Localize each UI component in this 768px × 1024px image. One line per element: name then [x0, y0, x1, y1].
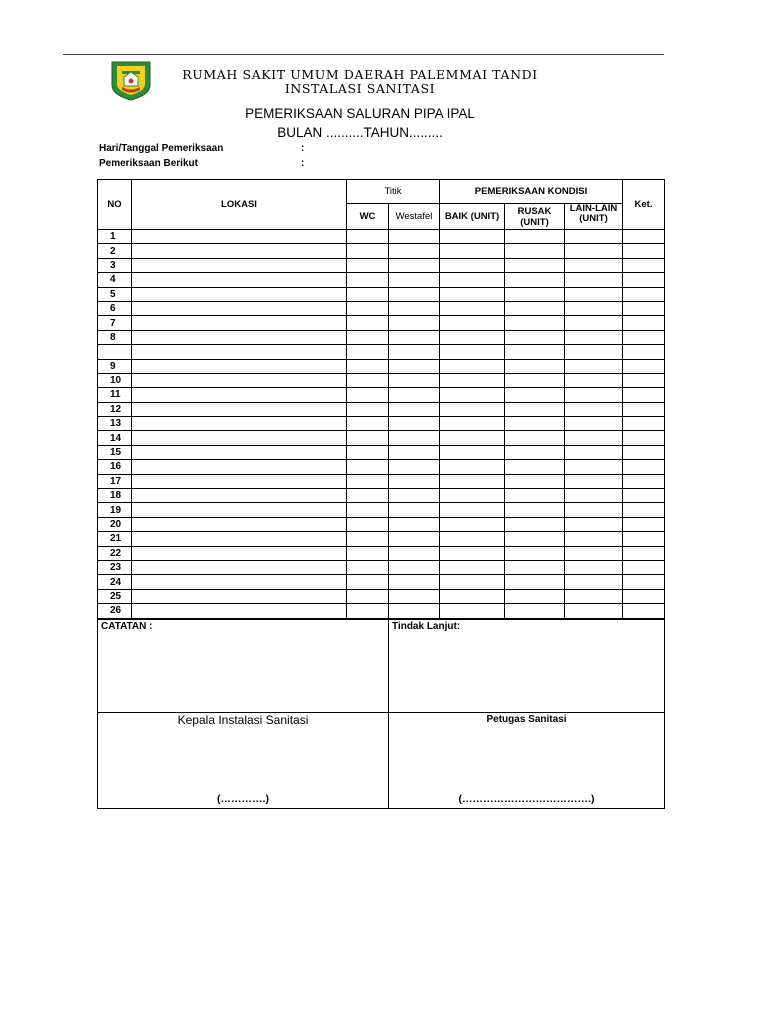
table-cell[interactable]	[389, 258, 440, 272]
table-cell[interactable]	[440, 546, 505, 560]
table-cell[interactable]	[505, 589, 565, 603]
table-cell[interactable]	[132, 244, 347, 258]
table-cell[interactable]	[440, 474, 505, 488]
table-cell[interactable]	[132, 431, 347, 445]
table-cell[interactable]	[347, 560, 389, 574]
table-cell[interactable]	[347, 345, 389, 359]
table-cell[interactable]	[565, 345, 623, 359]
table-row	[98, 445, 665, 459]
table-cell[interactable]	[440, 445, 505, 459]
table-cell[interactable]	[565, 417, 623, 431]
table-cell[interactable]	[623, 244, 665, 258]
row-number: 3	[98, 258, 132, 272]
table-cell[interactable]	[389, 316, 440, 330]
follow-up-label: Tindak Lanjut:	[392, 621, 461, 632]
table-cell[interactable]	[347, 330, 389, 344]
top-divider	[63, 54, 664, 55]
table-cell[interactable]	[440, 532, 505, 546]
table-cell[interactable]	[440, 604, 505, 618]
table-cell[interactable]	[389, 489, 440, 503]
table-cell[interactable]	[440, 244, 505, 258]
table-row	[98, 402, 665, 416]
table-cell[interactable]	[347, 301, 389, 315]
table-cell[interactable]	[565, 474, 623, 488]
table-cell[interactable]	[347, 575, 389, 589]
table-cell[interactable]	[132, 604, 347, 618]
table-cell[interactable]	[132, 359, 347, 373]
table-cell[interactable]	[505, 316, 565, 330]
table-cell[interactable]	[389, 503, 440, 517]
table-cell[interactable]	[440, 258, 505, 272]
table-cell[interactable]	[623, 359, 665, 373]
table-cell[interactable]	[440, 316, 505, 330]
table-row	[98, 359, 665, 373]
table-cell[interactable]	[565, 230, 623, 244]
header-wc: WC	[347, 204, 389, 230]
table-cell[interactable]	[132, 330, 347, 344]
inspection-date-row	[99, 143, 305, 154]
table-cell[interactable]	[132, 489, 347, 503]
table-cell[interactable]	[565, 517, 623, 531]
table-cell[interactable]	[347, 489, 389, 503]
table-cell[interactable]	[389, 417, 440, 431]
table-cell[interactable]	[565, 575, 623, 589]
table-cell[interactable]	[347, 244, 389, 258]
hospital-name: RUMAH SAKIT UMUM DAERAH PALEMMAI TANDI	[182, 67, 538, 82]
table-cell[interactable]	[132, 301, 347, 315]
table-cell[interactable]	[347, 431, 389, 445]
table-cell[interactable]	[347, 388, 389, 402]
table-row	[98, 489, 665, 503]
table-cell[interactable]	[565, 503, 623, 517]
table-cell[interactable]	[440, 230, 505, 244]
inspection-date-colon: :	[301, 143, 305, 154]
table-cell[interactable]	[440, 359, 505, 373]
table-cell[interactable]	[132, 474, 347, 488]
header-titik: Titik	[347, 180, 440, 204]
table-cell[interactable]	[623, 503, 665, 517]
table-cell[interactable]	[347, 546, 389, 560]
table-row	[98, 301, 665, 315]
table-cell[interactable]	[132, 388, 347, 402]
table-cell[interactable]	[440, 575, 505, 589]
hospital-header	[160, 68, 560, 96]
table-cell[interactable]	[389, 474, 440, 488]
table-cell[interactable]	[623, 287, 665, 301]
row-number: 26	[98, 604, 132, 618]
row-number: 25	[98, 589, 132, 603]
table-cell[interactable]	[505, 373, 565, 387]
header-kondisi: PEMERIKSAAN KONDISI	[440, 180, 623, 204]
row-number: 22	[98, 546, 132, 560]
table-cell[interactable]	[132, 258, 347, 272]
table-cell[interactable]	[389, 589, 440, 603]
table-cell[interactable]	[132, 273, 347, 287]
row-number: 4	[98, 273, 132, 287]
table-cell[interactable]	[623, 431, 665, 445]
table-cell[interactable]	[623, 460, 665, 474]
table-cell[interactable]	[389, 402, 440, 416]
table-cell[interactable]	[505, 230, 565, 244]
table-row	[98, 230, 665, 244]
table-cell[interactable]	[440, 431, 505, 445]
table-cell[interactable]	[565, 402, 623, 416]
table-cell[interactable]	[565, 244, 623, 258]
table-cell[interactable]	[623, 345, 665, 359]
form-title-block	[160, 104, 560, 142]
table-cell[interactable]	[440, 460, 505, 474]
table-row	[98, 604, 665, 618]
table-row	[98, 431, 665, 445]
table-cell[interactable]	[623, 301, 665, 315]
table-cell[interactable]	[347, 445, 389, 459]
row-number: 19	[98, 503, 132, 517]
table-cell[interactable]	[565, 546, 623, 560]
form-title: PEMERIKSAAN SALURAN PIPA IPAL	[245, 106, 475, 121]
table-row	[98, 287, 665, 301]
table-cell[interactable]	[565, 330, 623, 344]
row-number: 1	[98, 230, 132, 244]
table-cell[interactable]	[347, 589, 389, 603]
table-cell[interactable]	[565, 532, 623, 546]
table-cell[interactable]	[389, 460, 440, 474]
table-cell[interactable]	[505, 244, 565, 258]
table-cell[interactable]	[505, 474, 565, 488]
table-cell[interactable]	[440, 503, 505, 517]
table-row	[98, 330, 665, 344]
table-cell[interactable]	[389, 388, 440, 402]
row-number: 11	[98, 388, 132, 402]
table-cell[interactable]	[505, 388, 565, 402]
table-cell[interactable]	[505, 345, 565, 359]
follow-up-cell[interactable]	[389, 620, 665, 713]
table-row	[98, 345, 665, 359]
table-cell[interactable]	[132, 575, 347, 589]
table-cell[interactable]	[505, 301, 565, 315]
table-cell[interactable]	[565, 589, 623, 603]
table-cell[interactable]	[132, 460, 347, 474]
row-number: 10	[98, 373, 132, 387]
head-signature-line: (………….)	[217, 793, 269, 805]
header-rusak: RUSAK (UNIT)	[505, 204, 565, 230]
next-inspection-label: Pemeriksaan Berikut	[99, 158, 198, 169]
table-row	[98, 316, 665, 330]
row-number: 15	[98, 445, 132, 459]
row-number: 14	[98, 431, 132, 445]
table-row	[98, 503, 665, 517]
table-cell[interactable]	[389, 345, 440, 359]
table-row	[98, 388, 665, 402]
row-number	[98, 345, 132, 359]
notes-label: CATATAN :	[101, 621, 153, 632]
table-cell[interactable]	[505, 287, 565, 301]
table-cell[interactable]	[440, 345, 505, 359]
table-cell[interactable]	[623, 546, 665, 560]
row-number: 13	[98, 417, 132, 431]
table-cell[interactable]	[505, 560, 565, 574]
table-row	[98, 258, 665, 272]
table-cell[interactable]	[347, 532, 389, 546]
table-cell[interactable]	[623, 445, 665, 459]
table-cell[interactable]	[440, 330, 505, 344]
row-number: 20	[98, 517, 132, 531]
table-cell[interactable]	[505, 575, 565, 589]
table-cell[interactable]	[505, 489, 565, 503]
row-number: 23	[98, 560, 132, 574]
table-cell[interactable]	[132, 287, 347, 301]
table-cell[interactable]	[440, 287, 505, 301]
table-cell[interactable]	[347, 402, 389, 416]
next-inspection-colon: :	[301, 158, 305, 169]
table-cell[interactable]	[623, 474, 665, 488]
table-cell[interactable]	[132, 445, 347, 459]
table-cell[interactable]	[389, 560, 440, 574]
table-cell[interactable]	[389, 517, 440, 531]
officer-role-label: Petugas Sanitasi	[486, 714, 567, 725]
table-cell[interactable]	[565, 316, 623, 330]
inspection-table	[97, 179, 665, 619]
table-cell[interactable]	[565, 445, 623, 459]
table-row	[98, 460, 665, 474]
table-cell[interactable]	[565, 373, 623, 387]
table-cell[interactable]	[565, 273, 623, 287]
head-signature-cell[interactable]	[98, 713, 389, 809]
table-cell[interactable]	[347, 373, 389, 387]
row-number: 2	[98, 244, 132, 258]
table-cell[interactable]	[389, 273, 440, 287]
table-cell[interactable]	[505, 417, 565, 431]
table-cell[interactable]	[505, 460, 565, 474]
table-cell[interactable]	[389, 330, 440, 344]
table-cell[interactable]	[505, 330, 565, 344]
table-cell[interactable]	[440, 489, 505, 503]
row-number: 6	[98, 301, 132, 315]
table-cell[interactable]	[132, 517, 347, 531]
table-cell[interactable]	[132, 316, 347, 330]
table-row	[98, 589, 665, 603]
header-no: NO	[98, 180, 132, 230]
table-cell[interactable]	[565, 287, 623, 301]
header-westafel: Westafel	[389, 204, 440, 230]
row-number: 12	[98, 402, 132, 416]
table-cell[interactable]	[623, 604, 665, 618]
table-cell[interactable]	[132, 503, 347, 517]
table-row	[98, 575, 665, 589]
table-cell[interactable]	[132, 560, 347, 574]
table-cell[interactable]	[565, 301, 623, 315]
table-cell[interactable]	[565, 489, 623, 503]
head-role-label: Kepala Instalasi Sanitasi	[177, 713, 309, 727]
unit-name: INSTALASI SANITASI	[284, 81, 436, 96]
row-number: 9	[98, 359, 132, 373]
table-cell[interactable]	[505, 359, 565, 373]
table-cell[interactable]	[623, 575, 665, 589]
table-cell[interactable]	[132, 230, 347, 244]
table-cell[interactable]	[347, 230, 389, 244]
table-cell[interactable]	[440, 402, 505, 416]
table-cell[interactable]	[132, 345, 347, 359]
header-ket: Ket.	[623, 180, 665, 230]
table-cell[interactable]	[132, 417, 347, 431]
table-cell[interactable]	[389, 373, 440, 387]
row-number: 7	[98, 316, 132, 330]
table-cell[interactable]	[389, 604, 440, 618]
table-cell[interactable]	[505, 431, 565, 445]
table-cell[interactable]	[389, 287, 440, 301]
table-cell[interactable]	[623, 273, 665, 287]
row-number: 21	[98, 532, 132, 546]
table-cell[interactable]	[347, 273, 389, 287]
header-lain: LAIN-LAIN (UNIT)	[565, 204, 623, 230]
table-cell[interactable]	[347, 287, 389, 301]
table-cell[interactable]	[623, 330, 665, 344]
table-cell[interactable]	[565, 359, 623, 373]
table-cell[interactable]	[347, 503, 389, 517]
table-cell[interactable]	[389, 301, 440, 315]
table-cell[interactable]	[440, 560, 505, 574]
table-cell[interactable]	[389, 230, 440, 244]
table-cell[interactable]	[440, 589, 505, 603]
table-cell[interactable]	[505, 517, 565, 531]
inspection-date-label: Hari/Tanggal Pemeriksaan	[99, 143, 224, 154]
table-row	[98, 560, 665, 574]
table-cell[interactable]	[505, 445, 565, 459]
table-cell[interactable]	[389, 445, 440, 459]
table-cell[interactable]	[565, 258, 623, 272]
row-number: 8	[98, 330, 132, 344]
table-cell[interactable]	[440, 517, 505, 531]
period-line: BULAN ..........TAHUN.........	[277, 125, 443, 140]
table-row	[98, 244, 665, 258]
table-row	[98, 532, 665, 546]
table-body	[98, 230, 665, 619]
table-cell[interactable]	[389, 244, 440, 258]
row-number: 16	[98, 460, 132, 474]
table-cell[interactable]	[132, 373, 347, 387]
notes-cell[interactable]	[98, 620, 389, 713]
table-cell[interactable]	[565, 604, 623, 618]
row-number: 18	[98, 489, 132, 503]
table-row	[98, 273, 665, 287]
table-cell[interactable]	[623, 489, 665, 503]
table-cell[interactable]	[347, 517, 389, 531]
table-cell[interactable]	[505, 258, 565, 272]
table-cell[interactable]	[132, 532, 347, 546]
table-cell[interactable]	[505, 273, 565, 287]
table-cell[interactable]	[565, 431, 623, 445]
table-cell[interactable]	[440, 417, 505, 431]
table-cell[interactable]	[623, 517, 665, 531]
table-cell[interactable]	[623, 230, 665, 244]
table-row	[98, 474, 665, 488]
table-row	[98, 373, 665, 387]
header-lokasi: LOKASI	[132, 180, 347, 230]
table-row	[98, 417, 665, 431]
table-cell[interactable]	[132, 402, 347, 416]
table-cell[interactable]	[623, 589, 665, 603]
table-cell[interactable]	[389, 546, 440, 560]
officer-signature-line: (……………………………….)	[458, 793, 595, 805]
table-cell[interactable]	[347, 474, 389, 488]
table-cell[interactable]	[505, 546, 565, 560]
table-cell[interactable]	[623, 402, 665, 416]
table-cell[interactable]	[623, 532, 665, 546]
table-cell[interactable]	[623, 417, 665, 431]
officer-signature-cell[interactable]	[389, 713, 665, 809]
table-row	[98, 546, 665, 560]
table-cell[interactable]	[389, 359, 440, 373]
table-cell[interactable]	[347, 316, 389, 330]
table-cell[interactable]	[505, 604, 565, 618]
table-cell[interactable]	[623, 373, 665, 387]
table-cell[interactable]	[347, 359, 389, 373]
table-cell[interactable]	[623, 258, 665, 272]
table-cell[interactable]	[132, 546, 347, 560]
table-cell[interactable]	[389, 575, 440, 589]
regency-crest-icon	[106, 59, 156, 101]
table-cell[interactable]	[505, 402, 565, 416]
table-cell[interactable]	[623, 560, 665, 574]
table-cell[interactable]	[505, 503, 565, 517]
table-cell[interactable]	[565, 560, 623, 574]
table-cell[interactable]	[440, 273, 505, 287]
row-number: 17	[98, 474, 132, 488]
header-baik: BAIK (UNIT)	[440, 204, 505, 230]
table-cell[interactable]	[440, 373, 505, 387]
table-cell[interactable]	[347, 460, 389, 474]
table-cell[interactable]	[132, 589, 347, 603]
table-cell[interactable]	[347, 417, 389, 431]
table-cell[interactable]	[505, 532, 565, 546]
table-cell[interactable]	[389, 431, 440, 445]
table-cell[interactable]	[440, 388, 505, 402]
footer-table	[97, 619, 665, 809]
table-cell[interactable]	[389, 532, 440, 546]
table-cell[interactable]	[565, 388, 623, 402]
table-cell[interactable]	[623, 388, 665, 402]
table-cell[interactable]	[565, 460, 623, 474]
row-number: 24	[98, 575, 132, 589]
table-cell[interactable]	[440, 301, 505, 315]
table-cell[interactable]	[347, 258, 389, 272]
table-cell[interactable]	[623, 316, 665, 330]
next-inspection-row	[99, 158, 305, 169]
table-row	[98, 517, 665, 531]
row-number: 5	[98, 287, 132, 301]
table-cell[interactable]	[347, 604, 389, 618]
